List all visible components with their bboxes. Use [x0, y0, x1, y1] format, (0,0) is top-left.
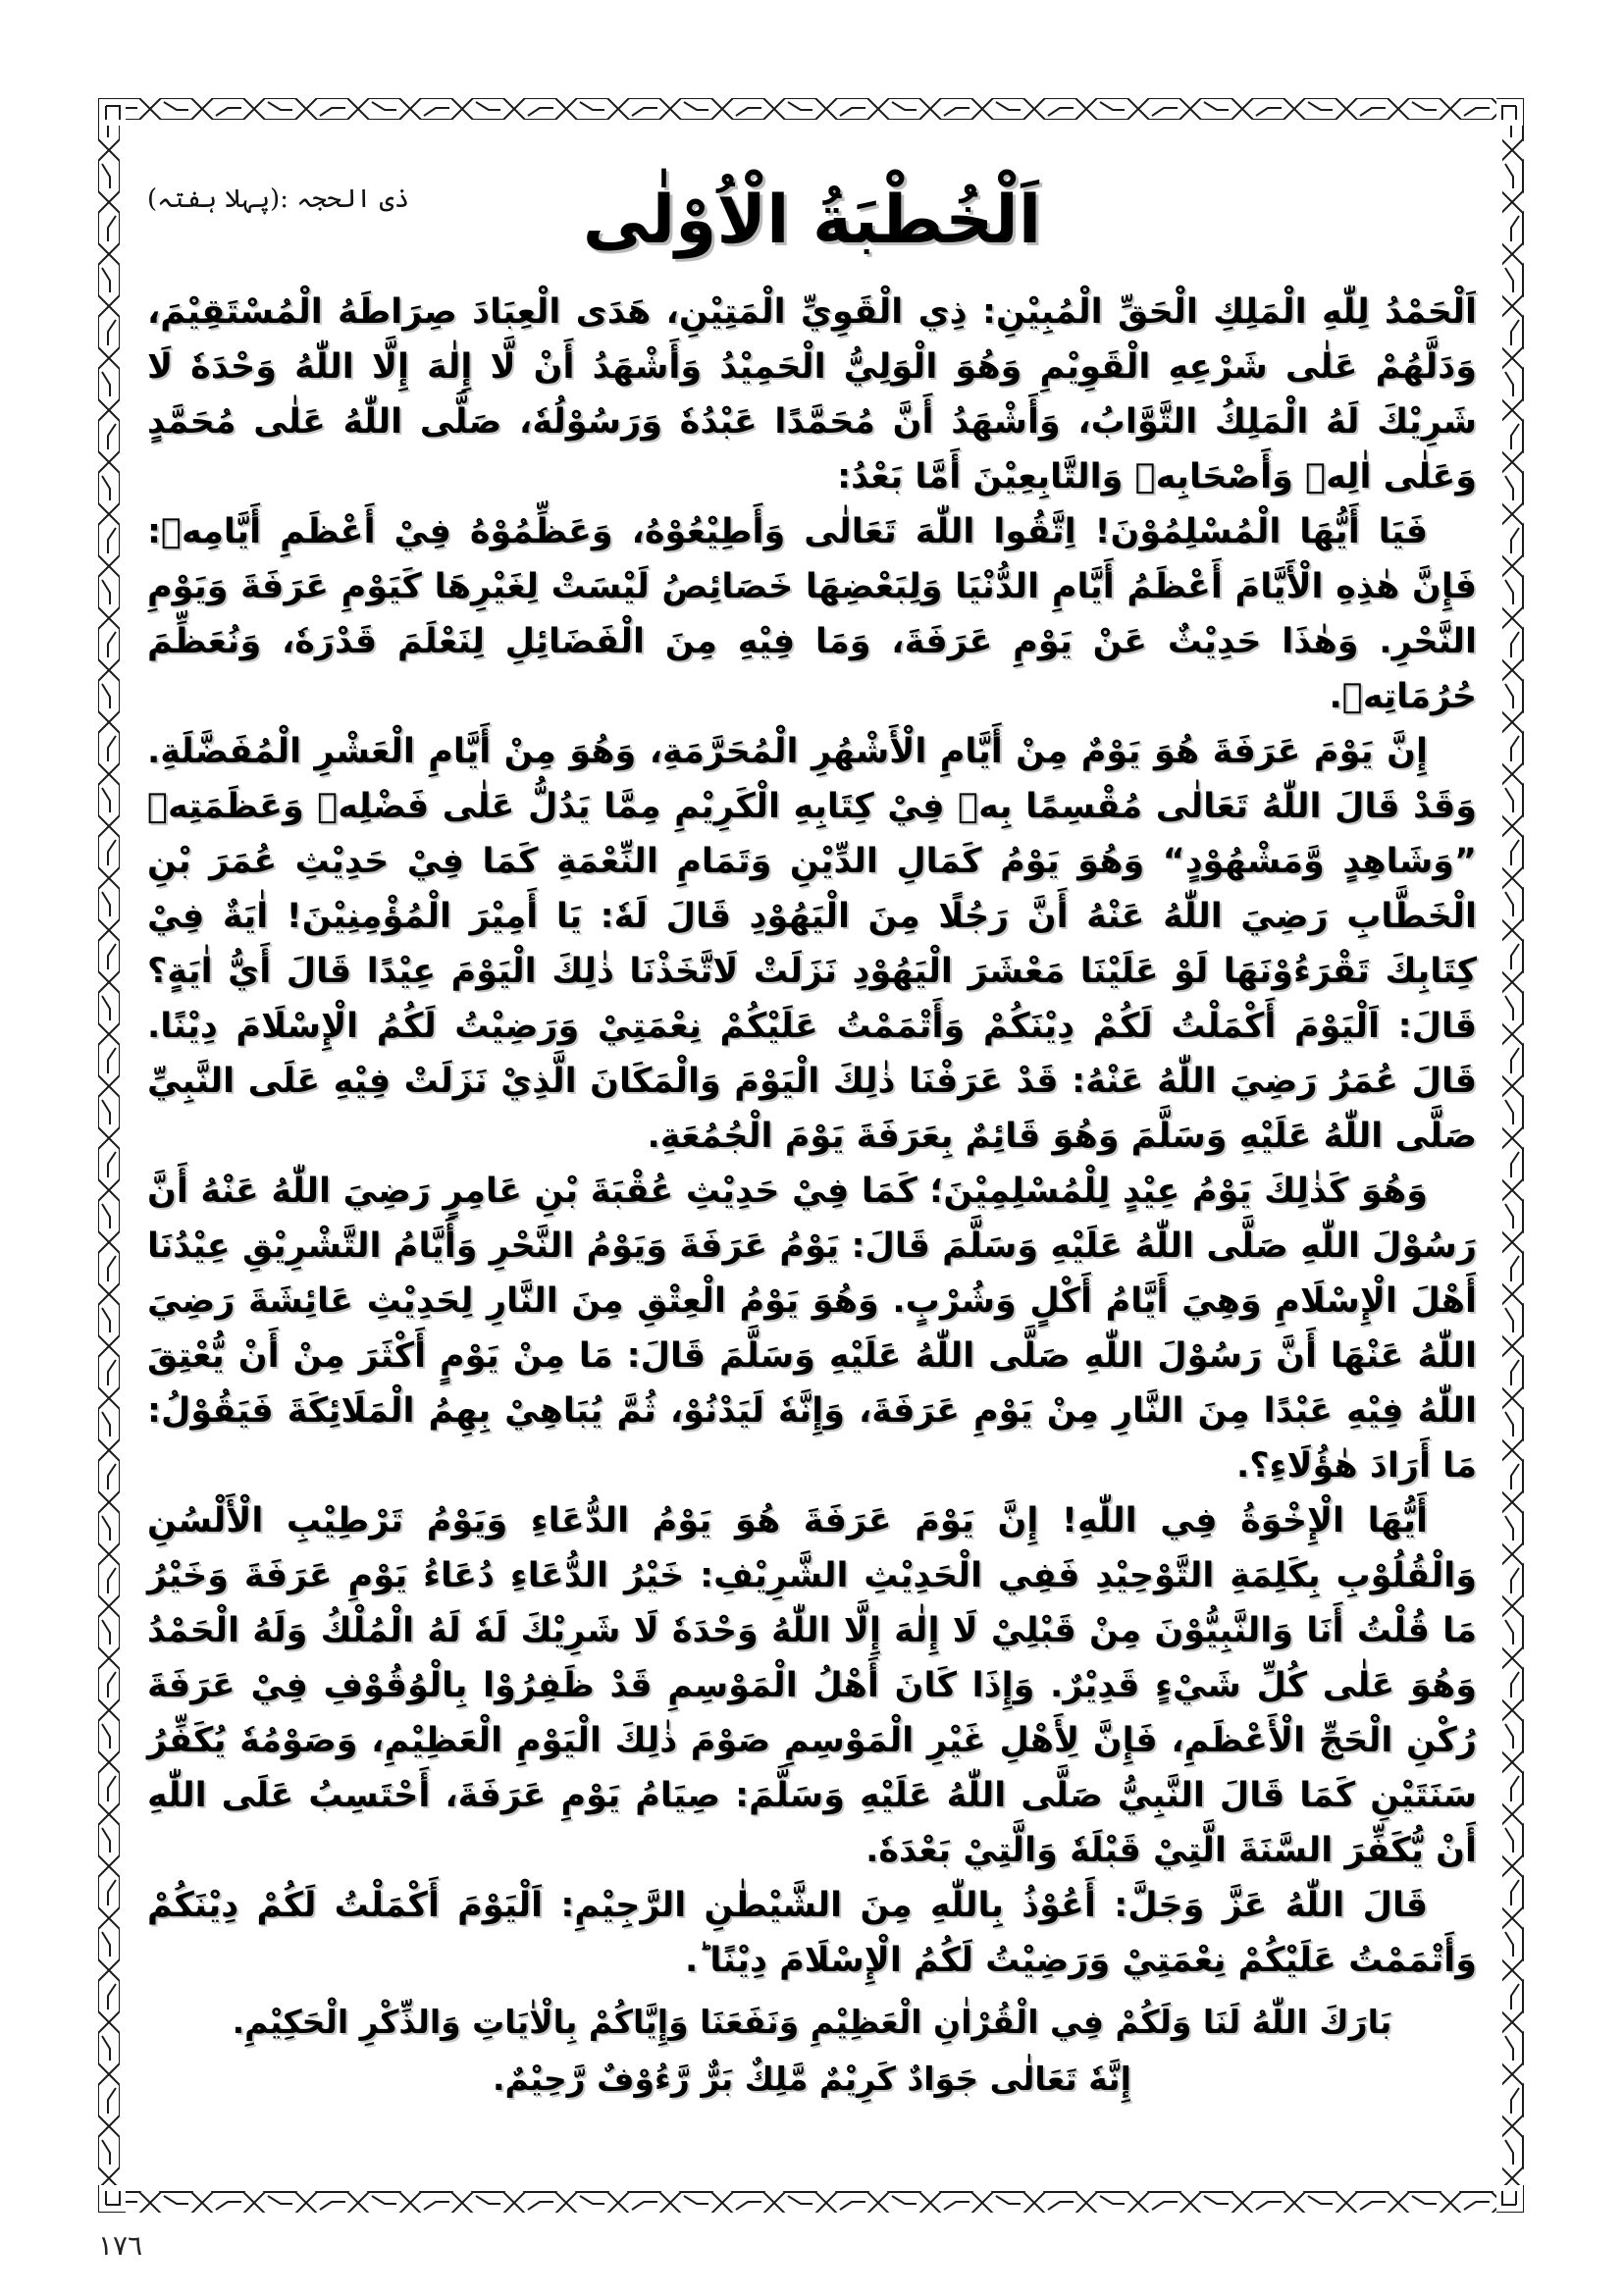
paragraph-dua-and-fasting: أَيُّهَا الْإِخْوَةُ فِي اللّٰهِ! إِنَّ يَوْمَ عَرَفَةَ هُوَ يَوْمُ الدُّعَاءِ وَيَوْمُ تَرْطِيْبِ الْأَلْسُنِ وَالْقُلُوْبِ بِكَلِمَةِ التَّوْحِيْدِ فَفِي الْحَدِيْثِ الشَّرِيْفِ: خَيْرُ الدُّعَاءِ دُعَاءُ يَوْمِ عَرَفَةَ وَخَيْرُ مَا قُلْتُ أَنَا وَالنَّبِيُّوْنَ مِنْ قَبْلِيْ لَا إِلٰهَ إِلَّا اللّٰهُ وَحْدَهٗ لَا شَرِيْكَ لَهٗ لَهُ الْمُلْكُ وَلَهُ الْحَمْدُ وَهُوَ عَلٰى كُلِّ شَيْءٍ قَدِيْرٌ. وَإِذَا كَانَ أَهْلُ الْمَوْسِمِ قَدْ ظَفِرُوْا بِالْوُقُوْفِ فِيْ عَرَفَةَ رُكْنِ الْحَجِّ الْأَعْظَمِ، فَإِنَّ لِأَهْلِ غَيْرِ الْمَوْسِمِ صَوْمَ ذٰلِكَ الْيَوْمِ الْعَظِيْمِ، وَصَوْمُهٗ يُكَفِّرُ سَنَتَيْنِ كَمَا قَالَ النَّبِيُّ صَلَّى اللّٰهُ عَلَيْهِ وَسَلَّمَ: صِيَامُ يَوْمِ عَرَفَةَ، أَحْتَسِبُ عَلَى اللّٰهِ أَنْ يُّكَفِّرَ السَّنَةَ الَّتِيْ قَبْلَهٗ وَالَّتِيْ بَعْدَهٗ.	[147, 1501, 1477, 1870]
paragraph-quran-verse: قَالَ اللّٰهُ عَزَّ وَجَلَّ: أَعُوْذُ بِاللّٰهِ مِنَ الشَّيْطٰنِ الرَّجِيْمِ: اَلْيَوْمَ أَكْمَلْتُ لَكُمْ دِيْنَكُمْ وَأَتْمَمْتُ عَلَيْكُمْ نِعْمَتِيْ وَرَضِيْتُ لَكُمُ الْإِسْلَامَ دِيْنًا ؕ.	[147, 1886, 1477, 1980]
paragraph-arafah-virtues: إِنَّ يَوْمَ عَرَفَةَ هُوَ يَوْمٌ مِنْ أَيَّامِ الْأَشْهُرِ الْمُحَرَّمَةِ، وَهُوَ مِنْ أَيَّامِ الْعَشْرِ الْمُفَضَّلَةِ. وَقَدْ قَالَ اللّٰهُ تَعَالٰى مُقْسِمًا بِهٖ فِيْ كِتَابِهِ الْكَرِيْمِ مِمَّا يَدُلُّ عَلٰى فَضْلِهٖ وَعَظَمَتِهٖ ”وَشَاهِدٍ وَّمَشْهُوْدٍ“ وَهُوَ يَوْمُ كَمَالِ الدِّيْنِ وَتَمَامِ النِّعْمَةِ كَمَا فِيْ حَدِيْثِ عُمَرَ بْنِ الْخَطَّابِ رَضِيَ اللّٰهُ عَنْهُ أَنَّ رَجُلًا مِنَ الْيَهُوْدِ قَالَ لَهٗ: يَا أَمِيْرَ الْمُؤْمِنِيْنَ! اٰيَةٌ فِيْ كِتَابِكَ تَقْرَءُوْنَهَا لَوْ عَلَيْنَا مَعْشَرَ الْيَهُوْدِ نَزَلَتْ لَاتَّخَذْنَا ذٰلِكَ الْيَوْمَ عِيْدًا قَالَ أَيُّ اٰيَةٍ؟ قَالَ: اَلْيَوْمَ أَكْمَلْتُ لَكُمْ دِيْنَكُمْ وَأَتْمَمْتُ عَلَيْكُمْ نِعْمَتِيْ وَرَضِيْتُ لَكُمُ الْإِسْلَامَ دِيْنًا. قَالَ عُمَرُ رَضِيَ اللّٰهُ عَنْهُ: قَدْ عَرَفْنَا ذٰلِكَ الْيَوْمَ وَالْمَكَانَ الَّذِيْ نَزَلَتْ فِيْهِ عَلَى النَّبِيِّ صَلَّى اللّٰهُ عَلَيْهِ وَسَلَّمَ وَهُوَ قَائِمٌ بِعَرَفَةَ يَوْمَ الْجُمُعَةِ.	[147, 732, 1477, 1156]
page-header	[147, 167, 1477, 285]
closing-line-1: بَارَكَ اللّٰهُ لَنَا وَلَكُمْ فِي الْقُرْاٰنِ الْعَظِيْمِ وَنَفَعَنَا وَإِيَّاكُمْ بِالْاٰيَاتِ وَالذِّكْرِ الْحَكِيْمِ.	[232, 2003, 1392, 2041]
closing-supplication	[147, 1994, 1477, 2108]
khutbah-page	[147, 167, 1477, 2178]
closing-line-2: إِنَّهٗ تَعَالٰى جَوَادٌ كَرِيْمٌ مَّلِكٌ بَرٌّ رَّءُوْفٌ رَّحِيْمٌ.	[493, 2060, 1131, 2098]
paragraph-opening-praise: اَلْحَمْدُ لِلّٰهِ الْمَلِكِ الْحَقِّ الْمُبِيْنِ: ذِي الْقَوِيِّ الْمَتِيْنِ، هَدَى الْعِبَادَ صِرَاطَهُ الْمُسْتَقِيْمَ، وَدَلَّهُمْ عَلٰى شَرْعِهِ الْقَوِيْمِ وَهُوَ الْوَلِيُّ الْحَمِيْدُ وَأَشْهَدُ أَنْ لَّا إِلٰهَ إِلَّا اللّٰهُ وَحْدَهٗ لَا شَرِيْكَ لَهُ الْمَلِكُ التَّوَّابُ، وَأَشْهَدُ أَنَّ مُحَمَّدًا عَبْدُهٗ وَرَسُوْلُهٗ، صَلَّى اللّٰهُ عَلٰى مُحَمَّدٍ وَعَلٰى اٰلِهٖ وَأَصْحَابِهٖ وَالتَّابِعِيْنَ أَمَّا بَعْدُ:	[147, 292, 1477, 496]
paragraph-exhortation: فَيَا أَيُّهَا الْمُسْلِمُوْنَ! اِتَّقُوا اللّٰهَ تَعَالٰى وَأَطِيْعُوْهُ، وَعَظِّمُوْهُ فِيْ أَعْظَمِ أَيَّامِهٖ: فَإِنَّ هٰذِهِ الْأَيَّامَ أَعْظَمُ أَيَّامِ الدُّنْيَا وَلِبَعْضِهَا خَصَائِصُ لَيْسَتْ لِغَيْرِهَا كَيَوْمِ عَرَفَةَ وَيَوْمِ النَّحْرِ. وَهٰذَا حَدِيْثٌ عَنْ يَوْمِ عَرَفَةَ، وَمَا فِيْهِ مِنَ الْفَضَائِلِ لِنَعْلَمَ قَدْرَهٗ، وَنُعَظِّمَ حُرُمَاتِهٖ.	[147, 512, 1477, 716]
paragraph-eid-and-freedom: وَهُوَ كَذٰلِكَ يَوْمُ عِيْدٍ لِلْمُسْلِمِيْنَ؛ كَمَا فِيْ حَدِيْثِ عُقْبَةَ بْنِ عَامِرٍ رَضِيَ اللّٰهُ عَنْهُ أَنَّ رَسُوْلَ اللّٰهِ صَلَّى اللّٰهُ عَلَيْهِ وَسَلَّمَ قَالَ: يَوْمُ عَرَفَةَ وَيَوْمُ النَّحْرِ وَأَيَّامُ التَّشْرِيْقِ عِيْدُنَا أَهْلَ الْإِسْلَامِ وَهِيَ أَيَّامُ أَكْلٍ وَشُرْبٍ. وَهُوَ يَوْمُ الْعِتْقِ مِنَ النَّارِ لِحَدِيْثِ عَائِشَةَ رَضِيَ اللّٰهُ عَنْهَا أَنَّ رَسُوْلَ اللّٰهِ صَلَّى اللّٰهُ عَلَيْهِ وَسَلَّمَ قَالَ: مَا مِنْ يَوْمٍ أَكْثَرَ مِنْ أَنْ يُّعْتِقَ اللّٰهُ فِيْهِ عَبْدًا مِنَ النَّارِ مِنْ يَوْمِ عَرَفَةَ، وَإِنَّهٗ لَيَدْنُوْ، ثُمَّ يُبَاهِيْ بِهِمُ الْمَلَائِكَةَ فَيَقُوْلُ: مَا أَرَادَ هٰؤُلَاءِ؟.	[147, 1172, 1477, 1486]
sermon-body	[147, 285, 1477, 2108]
page-title: اَلْخُطْبَةُ الْاُوْلٰى	[582, 182, 1042, 259]
month-week-label: ذی الحجہ :(پہلا ہفتہ)	[147, 184, 410, 214]
page-number: ١٧٦	[98, 2229, 143, 2262]
